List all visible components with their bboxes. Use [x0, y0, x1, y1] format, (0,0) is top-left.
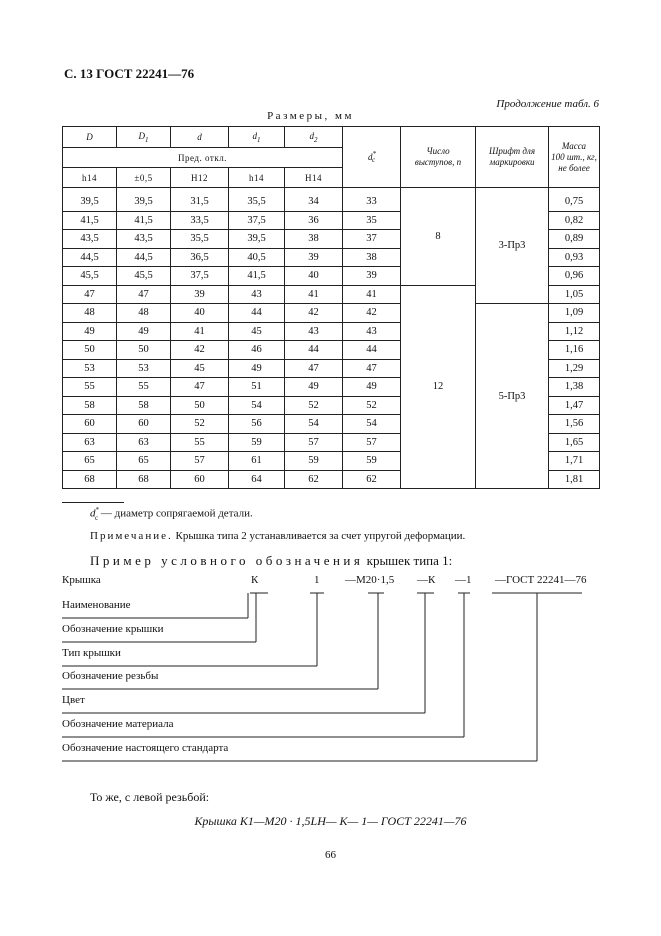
mass-cell: 0,89 [549, 230, 600, 249]
table-cell: 63 [117, 433, 171, 452]
designation-head: Крышка [62, 574, 101, 586]
table-cell: 43,5 [63, 230, 117, 249]
table-cell: 49 [229, 359, 285, 378]
header-d2: $d_2$ [285, 127, 343, 148]
header-mass: Масса 100 шт., кг, не более [549, 127, 600, 188]
table-cell: 33 [343, 188, 401, 212]
mass-cell: 1,16 [549, 341, 600, 360]
designation-part-standard: —ГОСТ 22241—76 [495, 574, 587, 586]
label-name: Наименование [62, 599, 131, 611]
table-cell: 64 [229, 470, 285, 489]
table-cell: 51 [229, 378, 285, 397]
table-cell: 36 [285, 211, 343, 230]
marking-font-group-1: 3-Пр3 [476, 188, 549, 304]
table-cell: 39,5 [229, 230, 285, 249]
tol-D: h14 [63, 168, 117, 188]
header-D1: $D_1$ [117, 127, 171, 148]
table-cell: 44,5 [63, 248, 117, 267]
table-cell: 44 [229, 304, 285, 323]
label-thread: Обозначение резьбы [62, 670, 159, 682]
table-cell: 40 [285, 267, 343, 286]
table-cell: 65 [117, 452, 171, 471]
tol-D1: ±0,5 [117, 168, 171, 188]
table-cell: 34 [285, 188, 343, 212]
table-cell: 50 [171, 396, 229, 415]
label-color: Цвет [62, 694, 85, 706]
table-cell: 50 [63, 341, 117, 360]
table-cell: 45,5 [63, 267, 117, 286]
footnote-divider [62, 502, 124, 503]
table-cell: 68 [63, 470, 117, 489]
table-cell: 43 [285, 322, 343, 341]
table-cell: 57 [171, 452, 229, 471]
header-d1: $d_1$ [229, 127, 285, 148]
table-cell: 39,5 [63, 188, 117, 212]
table-cell: 41 [285, 285, 343, 304]
example-heading: Пример условного обозначения крышек типа 1: [90, 553, 453, 568]
table-cell: 38 [285, 230, 343, 249]
table-cell: 44 [343, 341, 401, 360]
tol-d: H12 [171, 168, 229, 188]
table-cell: 53 [63, 359, 117, 378]
table-cell: 31,5 [171, 188, 229, 212]
table-cell: 40 [171, 304, 229, 323]
table-cell: 39 [171, 285, 229, 304]
table-cell: 41 [343, 285, 401, 304]
table-cell: 44 [285, 341, 343, 360]
table-cell: 52 [343, 396, 401, 415]
mass-cell: 1,05 [549, 285, 600, 304]
table-cell: 60 [171, 470, 229, 489]
table-cell: 52 [285, 396, 343, 415]
table-cell: 41 [171, 322, 229, 341]
table-cell: 63 [63, 433, 117, 452]
table-cell: 37,5 [171, 267, 229, 286]
table-cell: 52 [171, 415, 229, 434]
page-title: С. 13 ГОСТ 22241—76 [64, 66, 195, 81]
table-cell: 68 [117, 470, 171, 489]
designation-part-material: —1 [455, 574, 472, 586]
table-cell: 45,5 [117, 267, 171, 286]
table-cell: 47 [171, 378, 229, 397]
dimensions-table [62, 126, 600, 489]
mass-cell: 0,93 [549, 248, 600, 267]
table-cell: 60 [117, 415, 171, 434]
header-d: d [171, 127, 229, 148]
table-cell: 40,5 [229, 248, 285, 267]
mass-cell: 1,81 [549, 470, 600, 489]
table-cell: 36,5 [171, 248, 229, 267]
table-cell: 57 [343, 433, 401, 452]
table-cell: 61 [229, 452, 285, 471]
table-cell: 35,5 [171, 230, 229, 249]
table-cell: 41,5 [63, 211, 117, 230]
table-cell: 42 [285, 304, 343, 323]
header-marking-font: Шрифт для маркировки [476, 127, 549, 188]
table-cell: 37,5 [229, 211, 285, 230]
tol-d1: h14 [229, 168, 285, 188]
table-cell: 54 [229, 396, 285, 415]
table-cell: 58 [63, 396, 117, 415]
note: Примечание. Крышка типа 2 устанавливается за счет упругой деформации. [90, 530, 466, 542]
table-cell: 45 [171, 359, 229, 378]
table-cell: 33,5 [171, 211, 229, 230]
table-cell: 47 [63, 285, 117, 304]
table-cell: 49 [285, 378, 343, 397]
table-cell: 43,5 [117, 230, 171, 249]
mass-cell: 1,47 [549, 396, 600, 415]
mass-cell: 0,96 [549, 267, 600, 286]
tol-d2: H14 [285, 168, 343, 188]
table-cell: 39,5 [117, 188, 171, 212]
mass-cell: 0,82 [549, 211, 600, 230]
table-cell: 55 [171, 433, 229, 452]
label-cover-designation: Обозначение крышки [62, 623, 164, 635]
header-D: D [63, 127, 117, 148]
table-cell: 57 [285, 433, 343, 452]
table-cell: 38 [343, 248, 401, 267]
table-cell: 65 [63, 452, 117, 471]
table-cell: 49 [117, 322, 171, 341]
protrusions-group-2: 12 [401, 285, 476, 489]
page-number: 66 [325, 849, 336, 861]
table-cell: 35,5 [229, 188, 285, 212]
designation-part-thread: —М20·1,5 [345, 574, 395, 586]
mass-cell: 1,38 [549, 378, 600, 397]
footnote: $d^*_c$ — диаметр сопрягаемой детали. [90, 506, 253, 522]
table-cell: 60 [63, 415, 117, 434]
designation-part-type: 1 [314, 574, 320, 586]
table-cell: 42 [171, 341, 229, 360]
table-cell: 49 [343, 378, 401, 397]
table-cell: 62 [285, 470, 343, 489]
table-row [63, 188, 600, 212]
table-cell: 41,5 [229, 267, 285, 286]
table-body [63, 188, 600, 489]
table-cell: 50 [117, 341, 171, 360]
designation-part-name: К [251, 574, 259, 586]
table-continuation: Продолжение табл. 6 [496, 98, 599, 110]
table-cell: 55 [63, 378, 117, 397]
table-cell: 58 [117, 396, 171, 415]
table-cell: 48 [117, 304, 171, 323]
table-cell: 44,5 [117, 248, 171, 267]
table-cell: 47 [343, 359, 401, 378]
table-cell: 49 [63, 322, 117, 341]
table-cell: 54 [285, 415, 343, 434]
marking-font-group-2: 5-Пр3 [476, 304, 549, 489]
header-tolerance: Пред. откл. [63, 148, 343, 168]
mass-cell: 1,12 [549, 322, 600, 341]
label-cover-type: Тип крышки [62, 647, 121, 659]
table-cell: 59 [229, 433, 285, 452]
table-cell: 56 [229, 415, 285, 434]
table-cell: 47 [117, 285, 171, 304]
table-cell: 54 [343, 415, 401, 434]
table-cell: 55 [117, 378, 171, 397]
mass-cell: 1,29 [549, 359, 600, 378]
table-cell: 59 [285, 452, 343, 471]
mass-cell: 0,75 [549, 188, 600, 212]
designation-diagram [62, 574, 622, 774]
left-thread-label: То же, с левой резьбой: [90, 790, 210, 804]
table-cell: 62 [343, 470, 401, 489]
mass-cell: 1,65 [549, 433, 600, 452]
table-cell: 45 [229, 322, 285, 341]
left-thread-formula: Крышка К1—М20 · 1,5LH— К— 1— ГОСТ 22241—76 [194, 814, 467, 828]
table-cell: 59 [343, 452, 401, 471]
label-material: Обозначение материала [62, 718, 174, 730]
mass-cell: 1,71 [549, 452, 600, 471]
table-cell: 46 [229, 341, 285, 360]
table-cell: 53 [117, 359, 171, 378]
designation-part-color: —К [417, 574, 436, 586]
table-cell: 39 [285, 248, 343, 267]
table-cell: 39 [343, 267, 401, 286]
table-cell: 43 [343, 322, 401, 341]
table-cell: 47 [285, 359, 343, 378]
table-cell: 37 [343, 230, 401, 249]
table-caption: Размеры, мм [267, 110, 354, 122]
header-protrusions: Число выступов, n [401, 127, 476, 188]
table-cell: 41,5 [117, 211, 171, 230]
label-standard: Обозначение настоящего стандарта [62, 742, 229, 754]
table-cell: 48 [63, 304, 117, 323]
table-row [63, 304, 600, 323]
protrusions-group-1: 8 [401, 188, 476, 286]
mass-cell: 1,56 [549, 415, 600, 434]
table-cell: 35 [343, 211, 401, 230]
table-cell: 43 [229, 285, 285, 304]
table-cell: 42 [343, 304, 401, 323]
header-dc: $d^*_c$ [343, 127, 401, 188]
mass-cell: 1,09 [549, 304, 600, 323]
